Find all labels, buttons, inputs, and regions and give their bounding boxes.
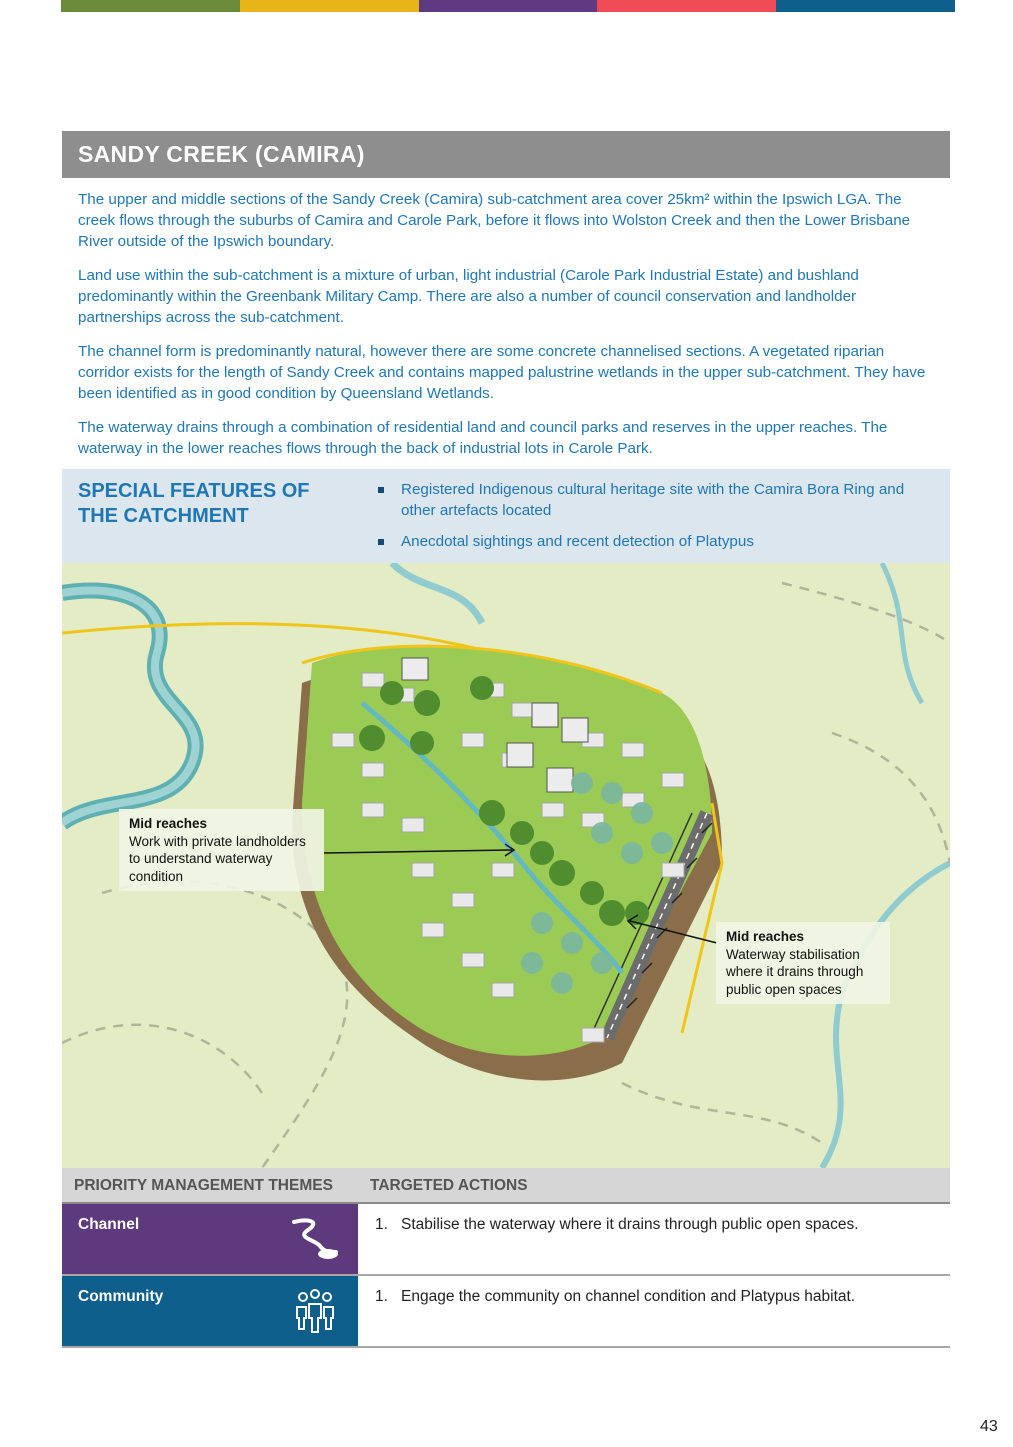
callout-text: Work with private landholders to understand waterway condition: [129, 833, 306, 884]
action-number: 1.: [375, 1288, 388, 1305]
callout-mid-reaches-stabilisation: [716, 922, 890, 1004]
color-band-green: [61, 0, 240, 12]
square-bullet-icon: [378, 487, 384, 493]
callout-text: Waterway stabilisation where it drains through public open spaces: [726, 946, 864, 997]
special-features-panel: [62, 469, 950, 563]
theme-cell-community: [62, 1276, 358, 1346]
page-title: SANDY CREEK (CAMIRA): [62, 131, 950, 178]
page-number: 43: [980, 1418, 998, 1435]
action-text: Stabilise the waterway where it drains through public open spaces.: [401, 1216, 859, 1233]
action-cell: [358, 1276, 950, 1346]
special-features-title: SPECIAL FEATURES OF THE CATCHMENT: [78, 480, 310, 527]
color-band-red: [597, 0, 776, 12]
color-band-purple: [419, 0, 598, 12]
color-band-yellow: [240, 0, 419, 12]
people-group-icon: [290, 1288, 340, 1334]
special-features-list: [378, 479, 918, 562]
action-cell: [358, 1204, 950, 1274]
table-row: [62, 1204, 950, 1276]
header-themes: PRIORITY MANAGEMENT THEMES: [74, 1177, 333, 1194]
intro-paragraph-3: The channel form is predominantly natural, however there are some concrete channelised sections. A vegetated riparian corridor exists for the length of Sandy Creek and contains mapped palustrine wetlands in the upper sub-catchment. They have been identified as in good condition by Queensland Wetlands.: [78, 343, 926, 402]
theme-cell-channel: [62, 1204, 358, 1274]
square-bullet-icon: [378, 539, 384, 545]
catchment-illustration: [62, 563, 950, 1168]
color-band: [61, 0, 955, 12]
intro-text: [78, 189, 938, 472]
table-row: [62, 1276, 950, 1348]
header-actions: TARGETED ACTIONS: [370, 1177, 528, 1194]
table-header: [62, 1168, 950, 1204]
river-channel-icon: [290, 1216, 340, 1262]
callout-title: Mid reaches: [129, 816, 208, 831]
action-text: Engage the community on channel condition and Platypus habitat.: [401, 1288, 856, 1305]
intro-paragraph-1: The upper and middle sections of the Sandy Creek (Camira) sub-catchment area cover 25km² within the Ipswich LGA. The creek flows through the suburbs of Camira and Carole Park, before it flows into Wolston Creek and then the Lower Brisbane River outside of the Ipswich boundary.: [78, 191, 911, 250]
intro-paragraph-4: The waterway drains through a combination of residential land and council parks and reserves in the upper reaches. The waterway in the lower reaches flows through the back of industrial lots in Carole Park.: [78, 419, 888, 457]
callout-title: Mid reaches: [726, 929, 805, 944]
management-themes-table: [62, 1168, 950, 1348]
action-number: 1.: [375, 1216, 388, 1233]
feature-item: Registered Indigenous cultural heritage site with the Camira Bora Ring and other artefacts located: [378, 479, 918, 521]
color-band-blue: [776, 0, 955, 12]
theme-label: Community: [78, 1288, 164, 1305]
feature-item: Anecdotal sightings and recent detection of Platypus: [378, 531, 918, 552]
callout-mid-reaches-landholders: [119, 809, 324, 891]
theme-label: Channel: [78, 1216, 140, 1233]
intro-paragraph-2: Land use within the sub-catchment is a mixture of urban, light industrial (Carole Park Industrial Estate) and bushland predominantly within the Greenbank Military Camp. There are also a number of council conservation and landholder partnerships across the sub-catchment.: [78, 267, 859, 326]
